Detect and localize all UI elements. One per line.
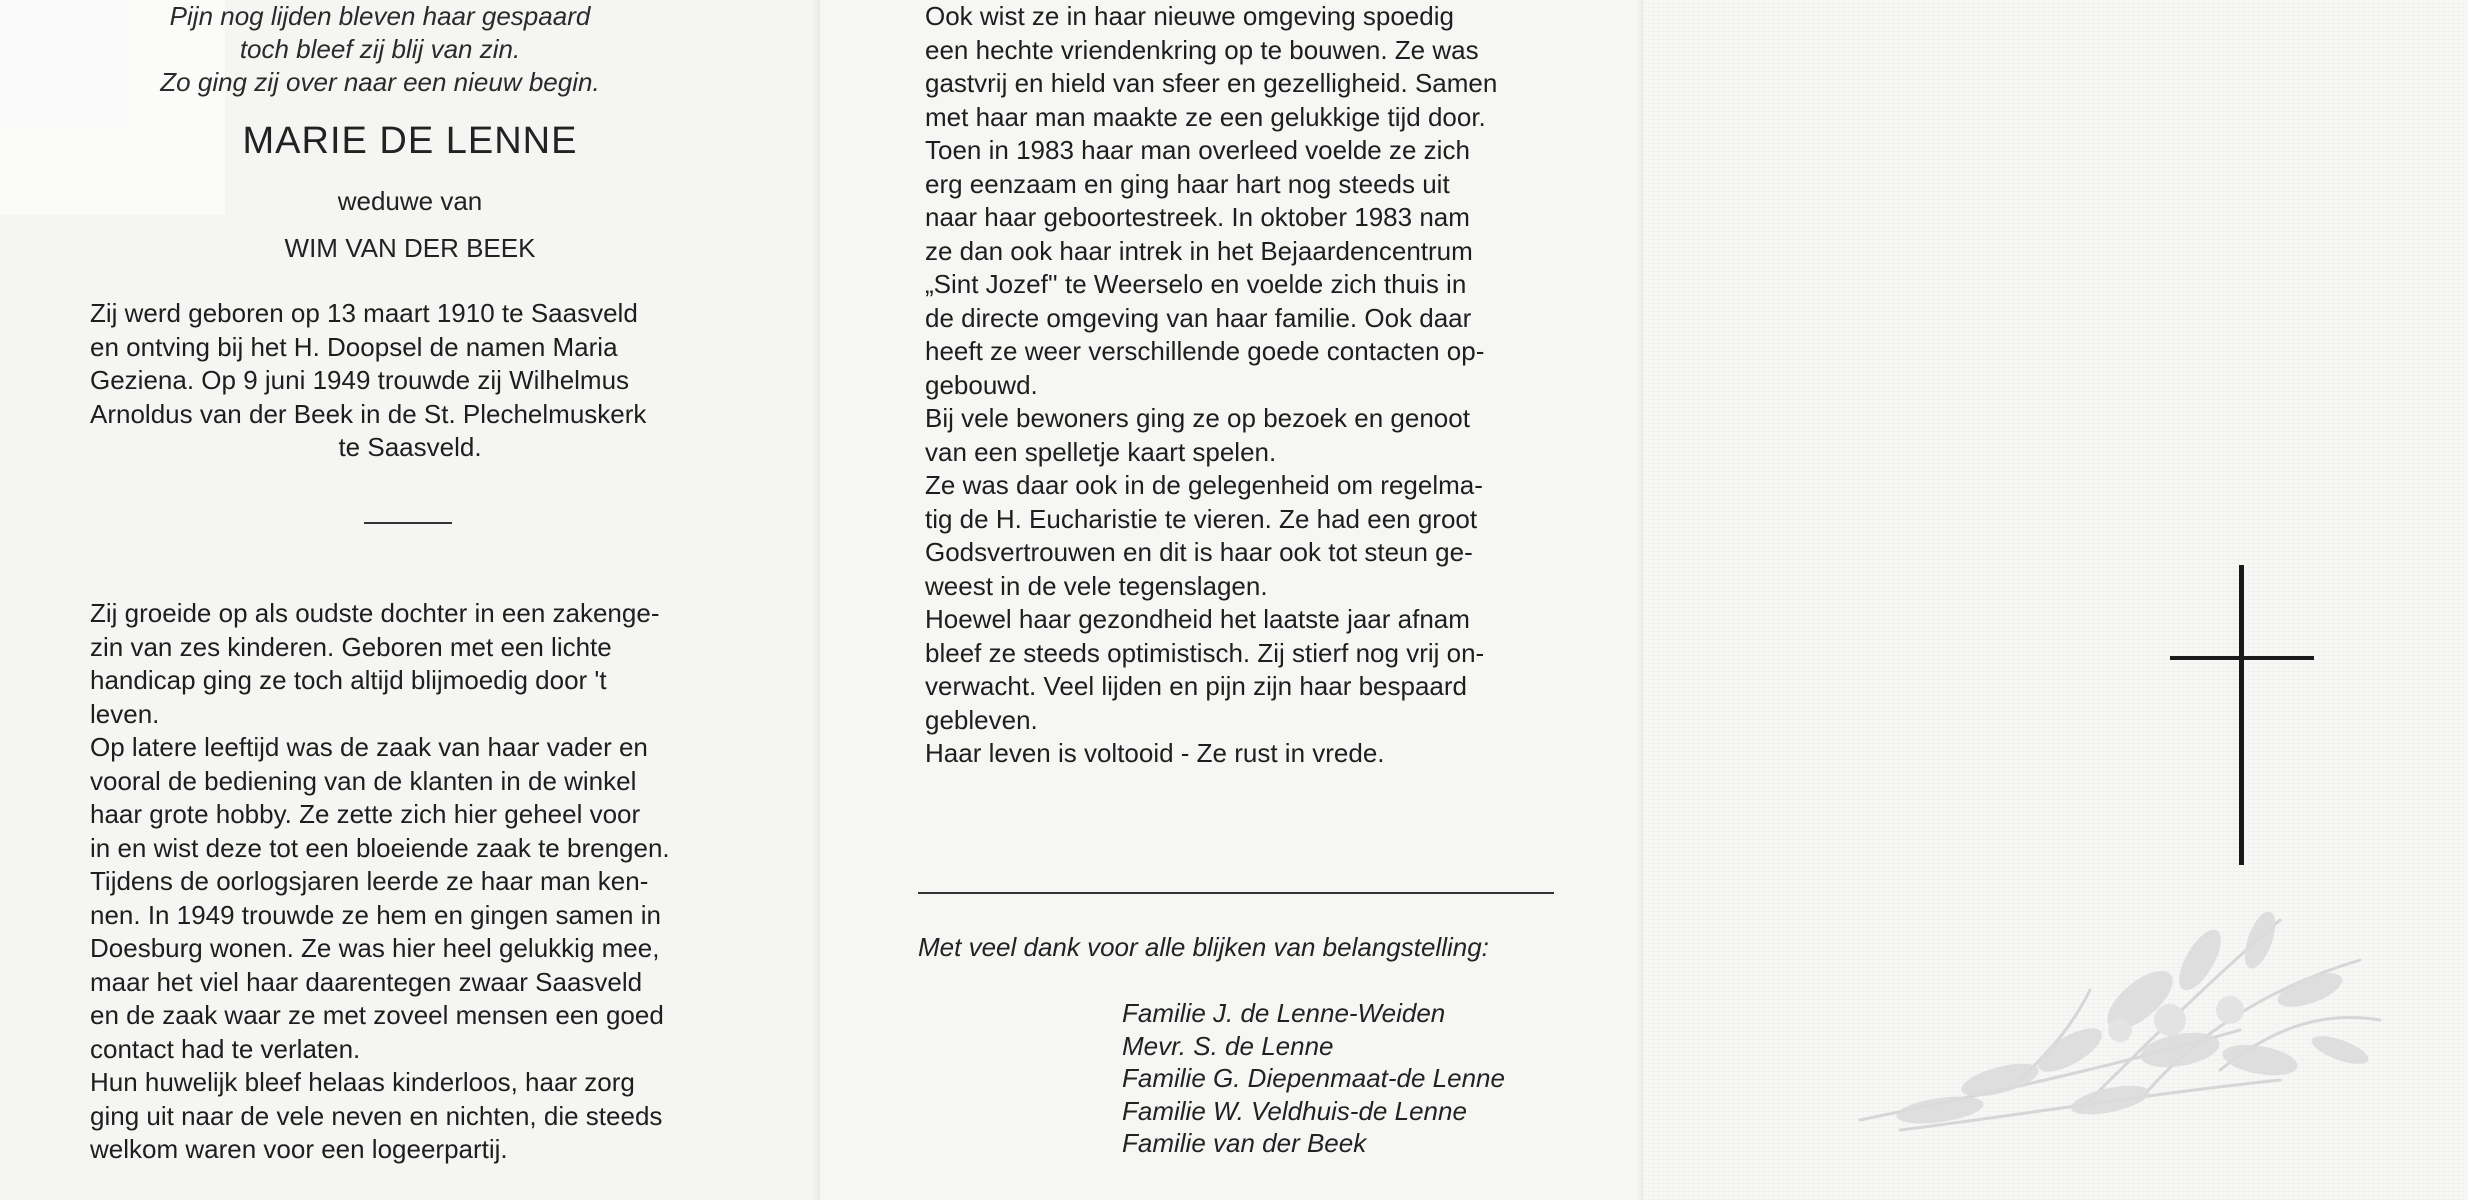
text-line: Hoewel haar gezondheid het laatste jaar afnam (925, 604, 1470, 634)
text-line: met haar man maakte ze een gelukkige tijd door. (925, 101, 1486, 132)
text-line: naar haar geboortestreek. In oktober 1983 nam (925, 202, 1470, 232)
text-line: ze dan ook haar intrek in het Bejaardencentrum (925, 235, 1473, 266)
text-line: Ze was daar ook in de gelegenheid om regelma- (925, 470, 1483, 500)
text-line: nen. In 1949 trouwde ze hem en gingen samen in (90, 899, 661, 930)
birth-paragraph (90, 297, 730, 465)
text-line: haar grote hobby. Ze zette zich hier geheel voor (90, 799, 641, 829)
text-line: vooral de bediening van de klanten in de winkel (90, 765, 637, 796)
text-line: van een spelletje kaart spelen. (925, 436, 1277, 467)
later-life-paragraph (925, 0, 1562, 771)
text-line: tig de H. Eucharistie te vieren. Ze had een groot (925, 503, 1478, 534)
text-line: leven. (90, 698, 160, 729)
text-line: Doesburg wonen. Ze was hier heel gelukkig mee, (90, 933, 660, 963)
text-line: Godsvertrouwen en dit is haar ook tot steun ge- (925, 537, 1473, 567)
signature-divider (918, 892, 1554, 894)
text-line: bleef ze steeds optimistisch. Zij stierf nog vrij on- (925, 637, 1485, 668)
text-line: Ook wist ze in haar nieuwe omgeving spoedig (925, 1, 1454, 31)
text-line: een hechte vriendenkring op te bouwen. Ze was (925, 34, 1479, 65)
text-line: handicap ging ze toch altijd blijmoedig door 't (90, 665, 607, 695)
text-line: Arnoldus van der Beek in de St. Plechelmuskerk (90, 398, 647, 429)
text-line: Haar leven is voltooid - Ze rust in vrede. (925, 738, 1385, 768)
text-line: Geziena. Op 9 juni 1949 trouwde zij Wilhelmus (90, 365, 630, 395)
text-line: en de zaak waar ze met zoveel mensen een goed (90, 1000, 664, 1030)
spouse-name: WIM VAN DER BEEK (284, 233, 536, 263)
family-name: Familie van der Beek (1122, 1128, 1367, 1158)
text-line: contact had te verlaten. (90, 1033, 361, 1064)
cross-icon (2170, 565, 2314, 865)
text-line: gebouwd. (925, 369, 1038, 400)
text-line: maar het viel haar daarentegen zwaar Saasveld (90, 966, 643, 997)
text-line: welkom waren voor een logeerpartij. (90, 1134, 508, 1164)
text-line: Bij vele bewoners ging ze op bezoek en genoot (925, 403, 1470, 433)
family-name: Familie G. Diepenmaat-de Lenne (1122, 1063, 1505, 1093)
family-name: Mevr. S. de Lenne (1122, 1030, 1334, 1061)
life-paragraph (90, 597, 730, 1167)
poem-line: Pijn nog lijden bleven haar gespaard (169, 1, 591, 31)
text-line: Hun huwelijk bleef helaas kinderloos, haar zorg (90, 1067, 635, 1097)
text-line: de directe omgeving van haar familie. Ook daar (925, 302, 1472, 333)
text-line: Zij groeide op als oudste dochter in een zakenge- (90, 598, 660, 628)
left-page (0, 0, 820, 1200)
poem (100, 0, 660, 99)
text-line: in en wist deze tot een bloeiende zaak te brengen. (90, 832, 670, 863)
text-line: te Saasveld. (338, 432, 482, 462)
text-line: gebleven. (925, 704, 1038, 735)
text-line: erg eenzaam en ging haar hart nog steeds uit (925, 168, 1450, 199)
text-line: zin van zes kinderen. Geboren met een lichte (90, 631, 612, 662)
text-line: gastvrij en hield van sfeer en gezelligheid. Samen (925, 68, 1498, 98)
family-name: Familie W. Veldhuis-de Lenne (1122, 1095, 1467, 1126)
poem-line: Zo ging zij over naar een nieuw begin. (160, 67, 600, 97)
text-line: „Sint Jozef'' te Weerselo en voelde zich thuis in (925, 269, 1467, 299)
divider (364, 522, 452, 524)
widow-label: weduwe van (337, 186, 483, 216)
text-line: Zij werd geboren op 13 maart 1910 te Saasveld (90, 298, 638, 328)
flower-spray-icon (1840, 880, 2400, 1170)
text-line: Op latere leeftijd was de zaak van haar vader en (90, 732, 648, 762)
poem-line: toch bleef zij blij van zin. (239, 34, 521, 64)
family-list (1122, 997, 1505, 1160)
text-line: Toen in 1983 haar man overleed voelde ze zich (925, 135, 1470, 165)
text-line: en ontving bij het H. Doopsel de namen Maria (90, 331, 618, 362)
text-line: verwacht. Veel lijden en pijn zijn haar bespaard (925, 671, 1468, 701)
text-line: weest in de vele tegenslagen. (925, 570, 1268, 601)
thanks-line: Met veel dank voor alle blijken van belangstelling: (918, 932, 1489, 962)
deceased-name: MARIE DE LENNE (242, 120, 578, 162)
family-name: Familie J. de Lenne-Weiden (1122, 998, 1446, 1028)
text-line: ging uit naar de vele neven en nichten, die steeds (90, 1100, 663, 1131)
text-line: Tijdens de oorlogsjaren leerde ze haar man ken- (90, 866, 649, 896)
text-line: heeft ze weer verschillende goede contacten op- (925, 336, 1485, 366)
